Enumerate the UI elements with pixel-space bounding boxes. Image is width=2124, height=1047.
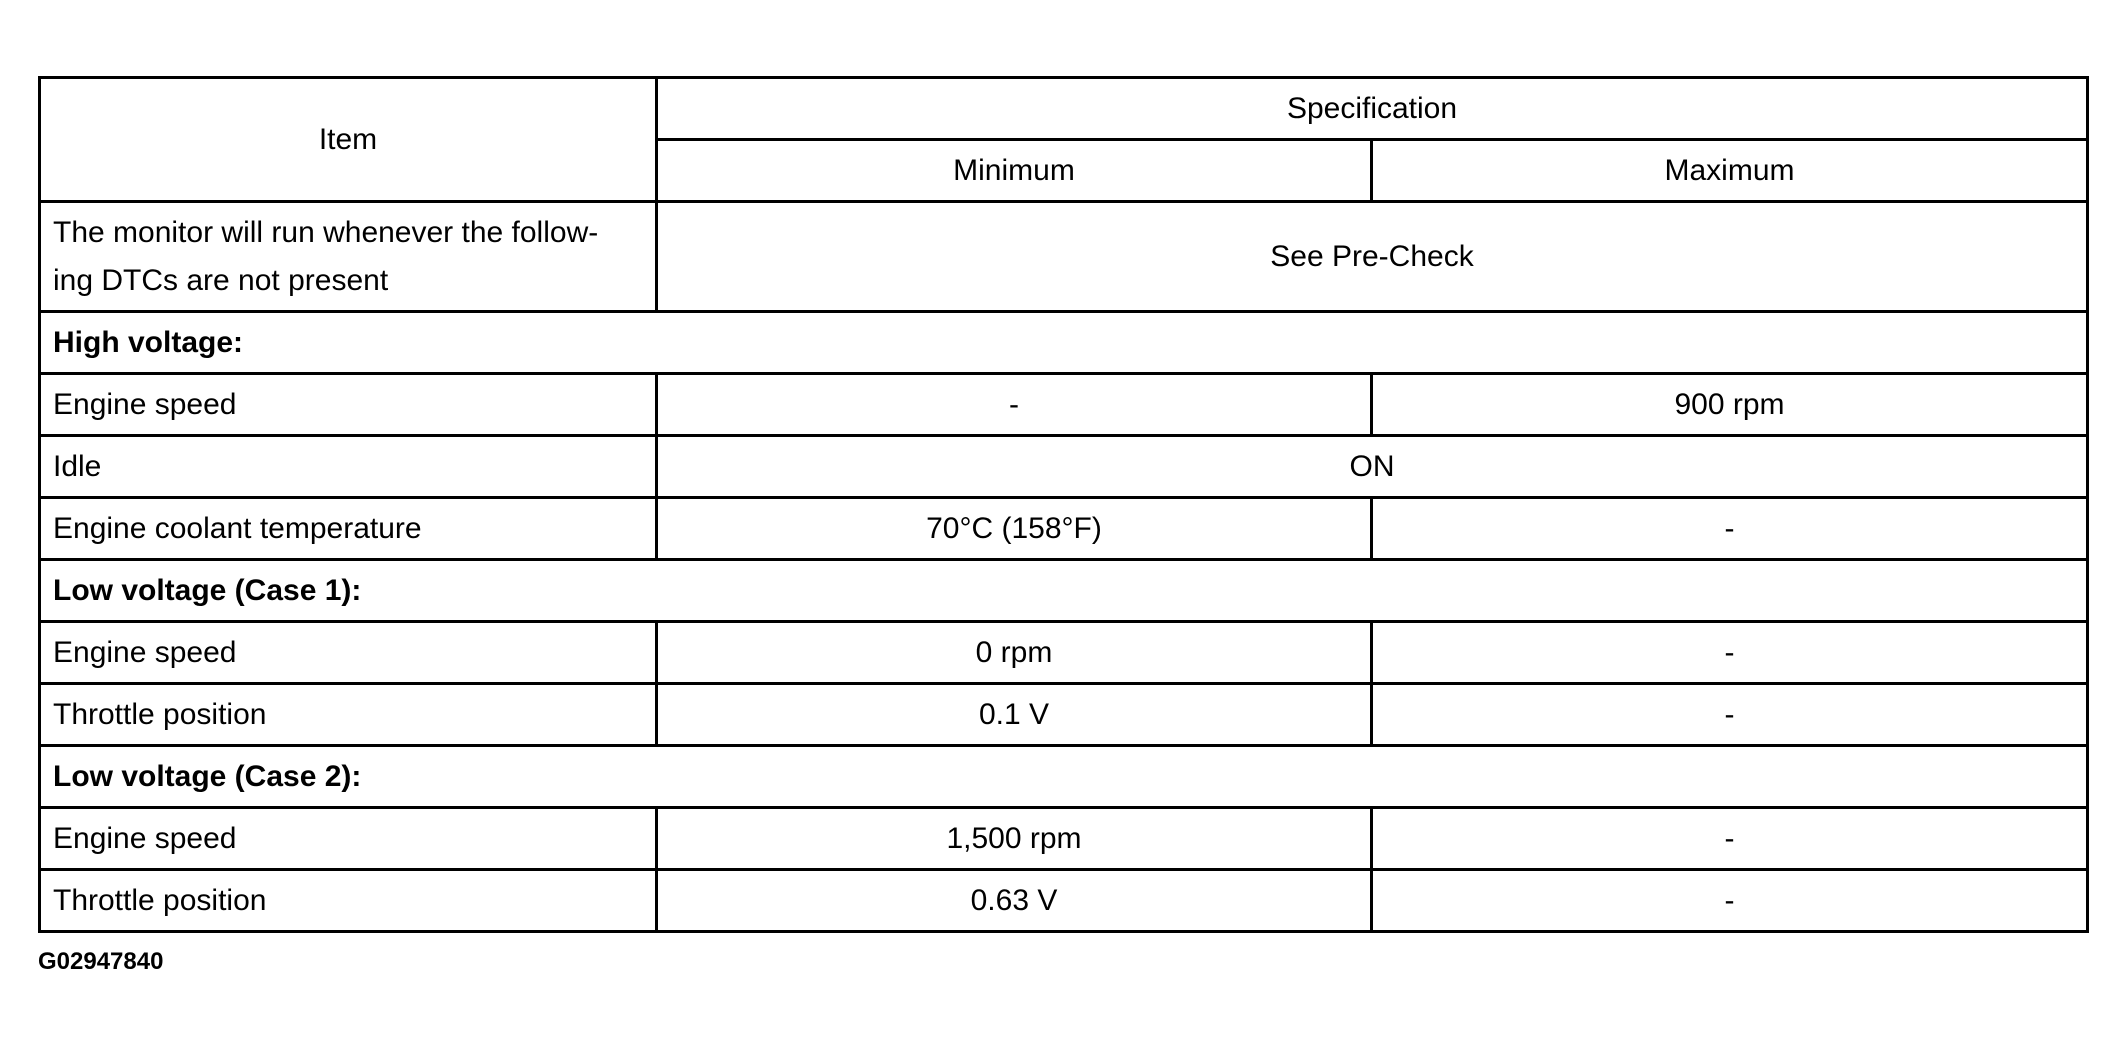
row-minimum: - xyxy=(657,374,1372,436)
header-row xyxy=(40,78,2088,140)
row-maximum: - xyxy=(1372,622,2088,684)
table-row xyxy=(40,374,2088,436)
row-item xyxy=(40,202,657,312)
row-maximum: - xyxy=(1372,870,2088,932)
table-row xyxy=(40,870,2088,932)
table-row xyxy=(40,684,2088,746)
row-minimum: 0 rpm xyxy=(657,622,1372,684)
section-heading: Low voltage (Case 1): xyxy=(40,560,2088,622)
row-item: Engine speed xyxy=(40,808,657,870)
row-item: Engine speed xyxy=(40,374,657,436)
table-row xyxy=(40,202,2088,312)
row-minimum: 0.63 V xyxy=(657,870,1372,932)
row-minimum: 1,500 rpm xyxy=(657,808,1372,870)
specification-table xyxy=(38,76,2089,933)
row-spec: ON xyxy=(657,436,2088,498)
row-item: Idle xyxy=(40,436,657,498)
row-minimum: 0.1 V xyxy=(657,684,1372,746)
row-maximum: - xyxy=(1372,498,2088,560)
section-heading: High voltage: xyxy=(40,312,2088,374)
row-maximum: - xyxy=(1372,684,2088,746)
header-minimum: Minimum xyxy=(657,140,1372,202)
header-maximum: Maximum xyxy=(1372,140,2088,202)
table-row xyxy=(40,498,2088,560)
table-row xyxy=(40,808,2088,870)
row-maximum: - xyxy=(1372,808,2088,870)
section-heading: Low voltage (Case 2): xyxy=(40,746,2088,808)
row-maximum: 900 rpm xyxy=(1372,374,2088,436)
row-minimum: 70°C (158°F) xyxy=(657,498,1372,560)
row-item-line: ing DTCs are not present xyxy=(53,263,389,297)
row-item: Throttle position xyxy=(40,870,657,932)
row-item-line: The monitor will run whenever the follow- xyxy=(53,215,599,249)
section-row xyxy=(40,560,2088,622)
section-row xyxy=(40,312,2088,374)
row-item: Engine speed xyxy=(40,622,657,684)
header-item: Item xyxy=(40,78,657,202)
table-row xyxy=(40,436,2088,498)
row-spec: See Pre-Check xyxy=(657,202,2088,312)
row-item: Engine coolant temperature xyxy=(40,498,657,560)
table-row xyxy=(40,622,2088,684)
header-specification: Specification xyxy=(657,78,2088,140)
section-row xyxy=(40,746,2088,808)
row-item: Throttle position xyxy=(40,684,657,746)
figure-id: G02947840 xyxy=(38,948,164,975)
